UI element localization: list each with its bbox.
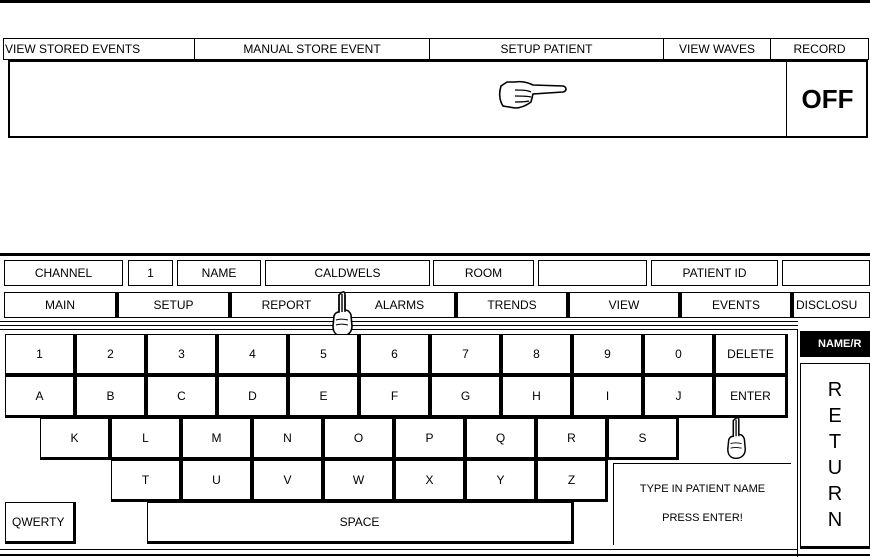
name-room-button[interactable]: NAME/R	[800, 331, 870, 357]
key-6[interactable]: 6	[360, 334, 431, 376]
key-h[interactable]: H	[502, 376, 573, 418]
key-a[interactable]: A	[5, 376, 76, 418]
key-w[interactable]: W	[324, 460, 395, 502]
view-waves-button[interactable]: VIEW WAVES	[664, 39, 771, 59]
return-letter: U	[827, 457, 843, 479]
tab-main[interactable]: MAIN	[4, 292, 116, 318]
key-n[interactable]: N	[253, 418, 324, 460]
key-2[interactable]: 2	[76, 334, 147, 376]
event-display-panel	[8, 60, 868, 138]
key-v[interactable]: V	[253, 460, 324, 502]
bottom-border	[0, 554, 870, 556]
bottom-line	[0, 549, 798, 550]
tab-events[interactable]: EVENTS	[679, 292, 791, 318]
name-label: NAME	[177, 260, 261, 286]
side-divider	[797, 329, 798, 557]
key-4[interactable]: 4	[218, 334, 289, 376]
record-status[interactable]: OFF	[786, 60, 868, 138]
divider-line	[0, 321, 798, 322]
patient-id-value[interactable]	[782, 260, 870, 286]
pointing-finger-up-icon	[724, 416, 750, 462]
room-value[interactable]	[538, 260, 647, 286]
key-q[interactable]: Q	[466, 418, 537, 460]
key-5[interactable]: 5	[289, 334, 360, 376]
key-e[interactable]: E	[289, 376, 360, 418]
channel-value[interactable]: 1	[128, 260, 173, 286]
tab-view[interactable]: VIEW	[567, 292, 679, 318]
prompt-line-2: PRESS ENTER!	[662, 512, 743, 524]
key-0[interactable]: 0	[644, 334, 715, 376]
tab-alarms[interactable]: ALARMS	[342, 292, 455, 318]
record-button[interactable]: RECORD	[793, 42, 846, 56]
space-key[interactable]: SPACE	[147, 502, 574, 544]
divider-line	[0, 329, 798, 330]
key-p[interactable]: P	[395, 418, 466, 460]
key-o[interactable]: O	[324, 418, 395, 460]
key-m[interactable]: M	[182, 418, 253, 460]
top-border-line	[0, 0, 870, 3]
key-b[interactable]: B	[76, 376, 147, 418]
divider-line	[0, 325, 798, 326]
qwerty-key[interactable]: QWERTY	[5, 502, 76, 544]
manual-store-event-button[interactable]: MANUAL STORE EVENT	[195, 39, 430, 59]
key-1[interactable]: 1	[5, 334, 76, 376]
key-t[interactable]: T	[111, 460, 182, 502]
enter-key[interactable]: ENTER	[715, 376, 788, 418]
return-letter: N	[827, 509, 843, 531]
key-7[interactable]: 7	[431, 334, 502, 376]
key-9[interactable]: 9	[573, 334, 644, 376]
tab-disclosure[interactable]: DISCLOSU	[791, 292, 870, 318]
key-s[interactable]: S	[608, 418, 679, 460]
key-y[interactable]: Y	[466, 460, 537, 502]
return-letter: T	[828, 431, 842, 453]
delete-key[interactable]: DELETE	[715, 334, 788, 376]
key-k[interactable]: K	[40, 418, 111, 460]
room-label: ROOM	[433, 260, 534, 286]
pointing-finger-up-icon	[330, 290, 356, 340]
screen-top-border	[0, 253, 870, 256]
key-l[interactable]: L	[111, 418, 182, 460]
key-u[interactable]: U	[182, 460, 253, 502]
pointing-hand-icon	[497, 78, 569, 112]
setup-patient-button[interactable]: SETUP PATIENT	[430, 39, 664, 59]
channel-label: CHANNEL	[4, 260, 123, 286]
name-value[interactable]: CALDWELS	[265, 260, 430, 286]
key-c[interactable]: C	[147, 376, 218, 418]
top-menu-bar	[3, 38, 869, 60]
tab-report[interactable]: REPORT	[229, 292, 342, 318]
tab-setup[interactable]: SETUP	[116, 292, 229, 318]
key-x[interactable]: X	[395, 460, 466, 502]
key-g[interactable]: G	[431, 376, 502, 418]
return-button[interactable]	[800, 363, 870, 549]
prompt-line-1: TYPE IN PATIENT NAME	[639, 483, 766, 495]
tab-trends[interactable]: TRENDS	[455, 292, 567, 318]
key-r[interactable]: R	[537, 418, 608, 460]
key-f[interactable]: F	[360, 376, 431, 418]
key-j[interactable]: J	[644, 376, 715, 418]
return-letter: R	[827, 483, 843, 505]
key-d[interactable]: D	[218, 376, 289, 418]
key-3[interactable]: 3	[147, 334, 218, 376]
key-i[interactable]: I	[573, 376, 644, 418]
key-8[interactable]: 8	[502, 334, 573, 376]
return-letter: E	[828, 405, 842, 427]
instruction-prompt	[613, 463, 791, 545]
patient-id-label: PATIENT ID	[651, 260, 778, 286]
key-z[interactable]: Z	[537, 460, 608, 502]
view-stored-events-button[interactable]: VIEW STORED EVENTS	[4, 39, 195, 59]
return-letter: R	[827, 379, 843, 401]
